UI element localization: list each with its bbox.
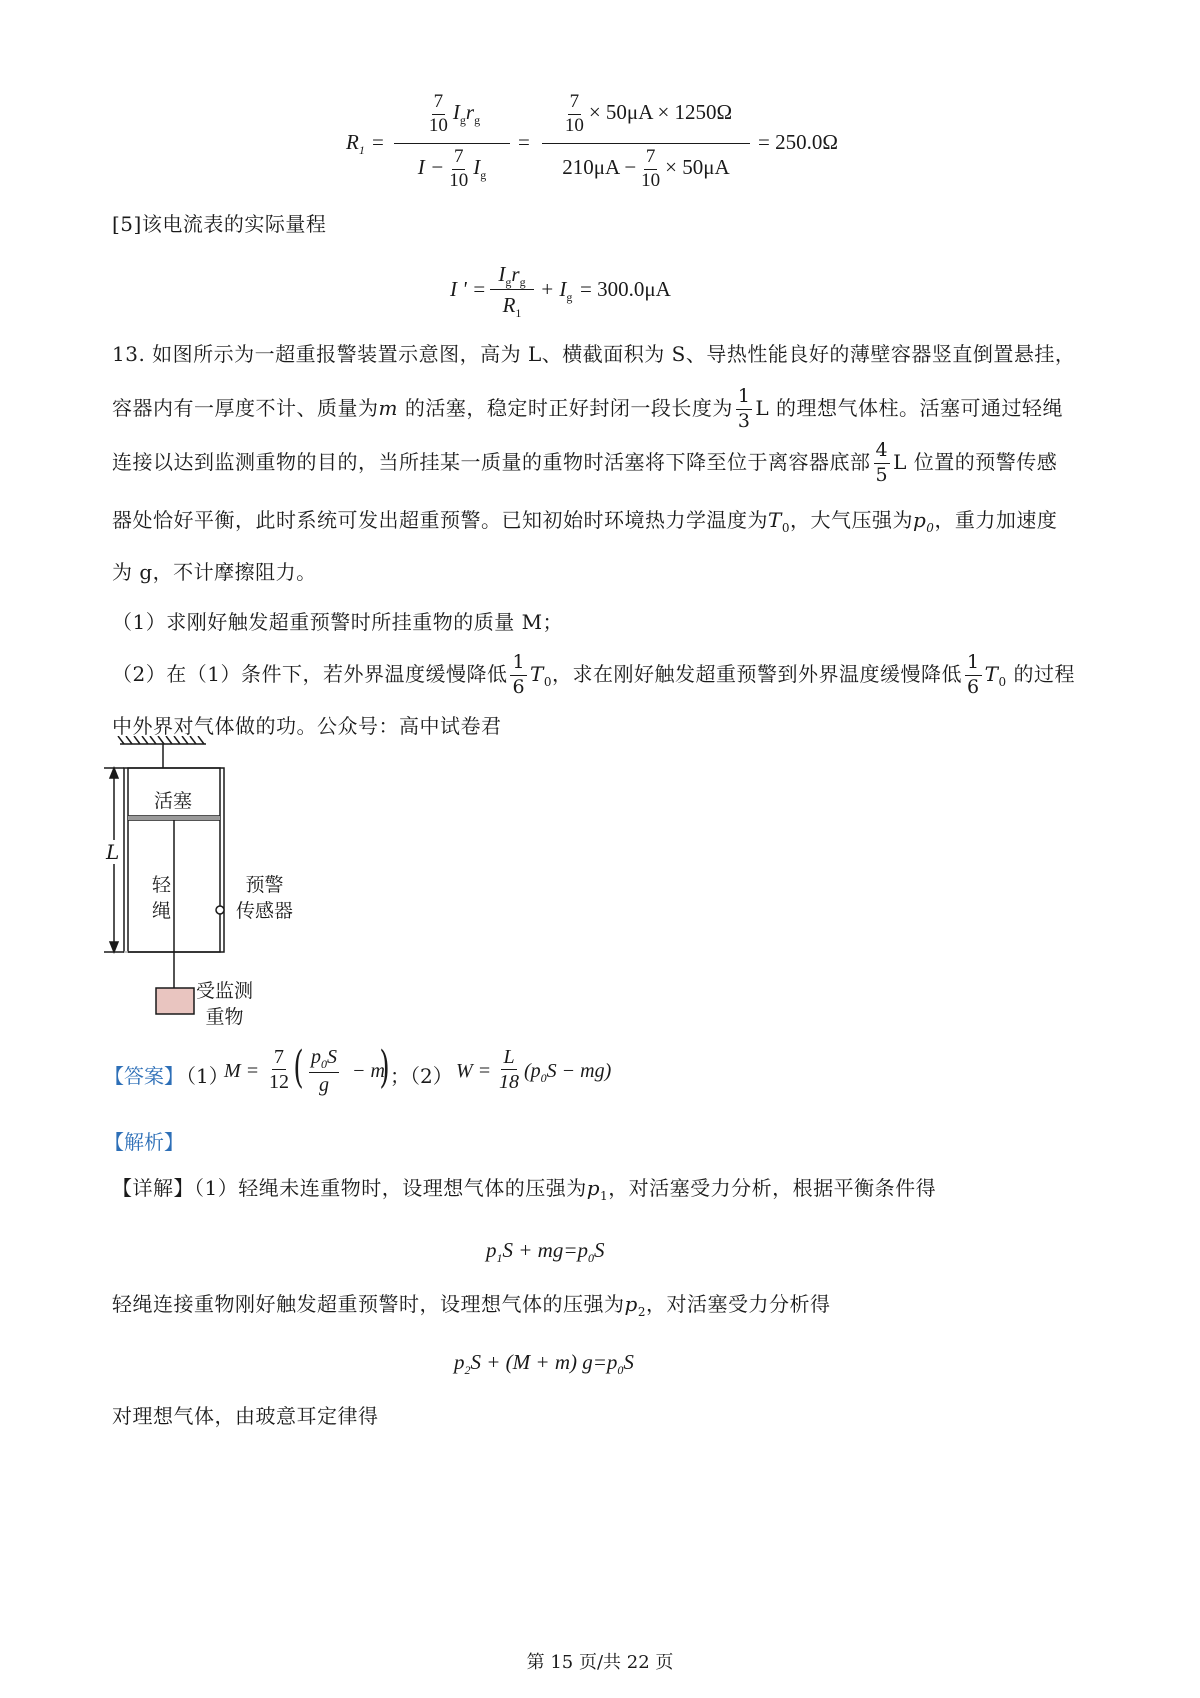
detail-line-2: 轻绳连接重物刚好触发超重预警时，设理想气体的压强为$p_2$，对活塞受力分析得 <box>112 1292 831 1319</box>
detail-line-1: 【详解】（1）轻绳未连重物时，设理想气体的压强为$p_1$，对活塞受力分析，根据平衡条件得 <box>112 1176 937 1203</box>
problem-13-line-1: 13. 如图所示为一超重报警装置示意图，高为 L、横截面积为 S、导热性能良好的薄壁容器竖直倒置悬挂， <box>112 342 1076 366</box>
figure-label-length: L <box>106 840 120 864</box>
question-1: （1）求刚好触发超重预警时所挂重物的质量 M； <box>112 610 564 634</box>
question-2-line-1: （2）在（1）条件下，若外界温度缓慢降低 $\frac{1}{6}$ $T_0$，求在刚好触发超重预警到外界温度缓慢降低 $\frac{1}{6}$ $T_0$ 的过程 <box>112 651 1075 698</box>
page-footer: 第 15 页/共 22 页 <box>526 1652 674 1673</box>
equation-1: $p_1S + mg=p_0S$ <box>486 1238 605 1265</box>
problem-13-line-2: 容器内有一厚度不计、质量为m 的活塞，稳定时正好封闭一段长度为 $\frac{1}{3}$ L 的理想气体柱。活塞可通过轻绳 <box>112 385 1064 432</box>
problem-13-line-3: 连接以达到监测重物的目的，当所挂某一质量的重物时活塞将下降至位于离容器底部 $\frac{4}{5}$ L 位置的预警传感 <box>112 439 1058 486</box>
problem-13-line-4: 器处恰好平衡，此时系统可发出超重预警。已知初始时环境热力学温度为$T_0$，大气压强为$p_0$，重力加速度 <box>112 508 1058 535</box>
figure-label-sensor: 预警 传感器 <box>236 874 294 922</box>
figure-label-weight: 受监测 重物 <box>196 980 254 1028</box>
step-5-text: [5]该电流表的实际量程 <box>112 212 327 236</box>
analysis-tag: 【解析】 <box>104 1130 184 1154</box>
answer: 【答案】 （1） M = $\frac{7}{12}$ ( $\frac{p_0S}{g}$ − m ) ；（2） W = $\frac{L}{18}$ $(p_0S - mg)$ <box>104 1042 612 1097</box>
problem-13-line-5: 为 g，不计摩擦阻力。 <box>112 560 317 584</box>
equation-2: $p_2S + (M + m)$ $g=p_0S$ <box>454 1350 634 1377</box>
question-2-line-2: 中外界对气体做的功。公众号：高中试卷君 <box>112 714 502 738</box>
figure-label-rope: 轻 绳 <box>152 874 172 922</box>
detail-line-3: 对理想气体，由玻意耳定律得 <box>112 1404 379 1428</box>
figure-label-piston: 活塞 <box>154 790 193 812</box>
